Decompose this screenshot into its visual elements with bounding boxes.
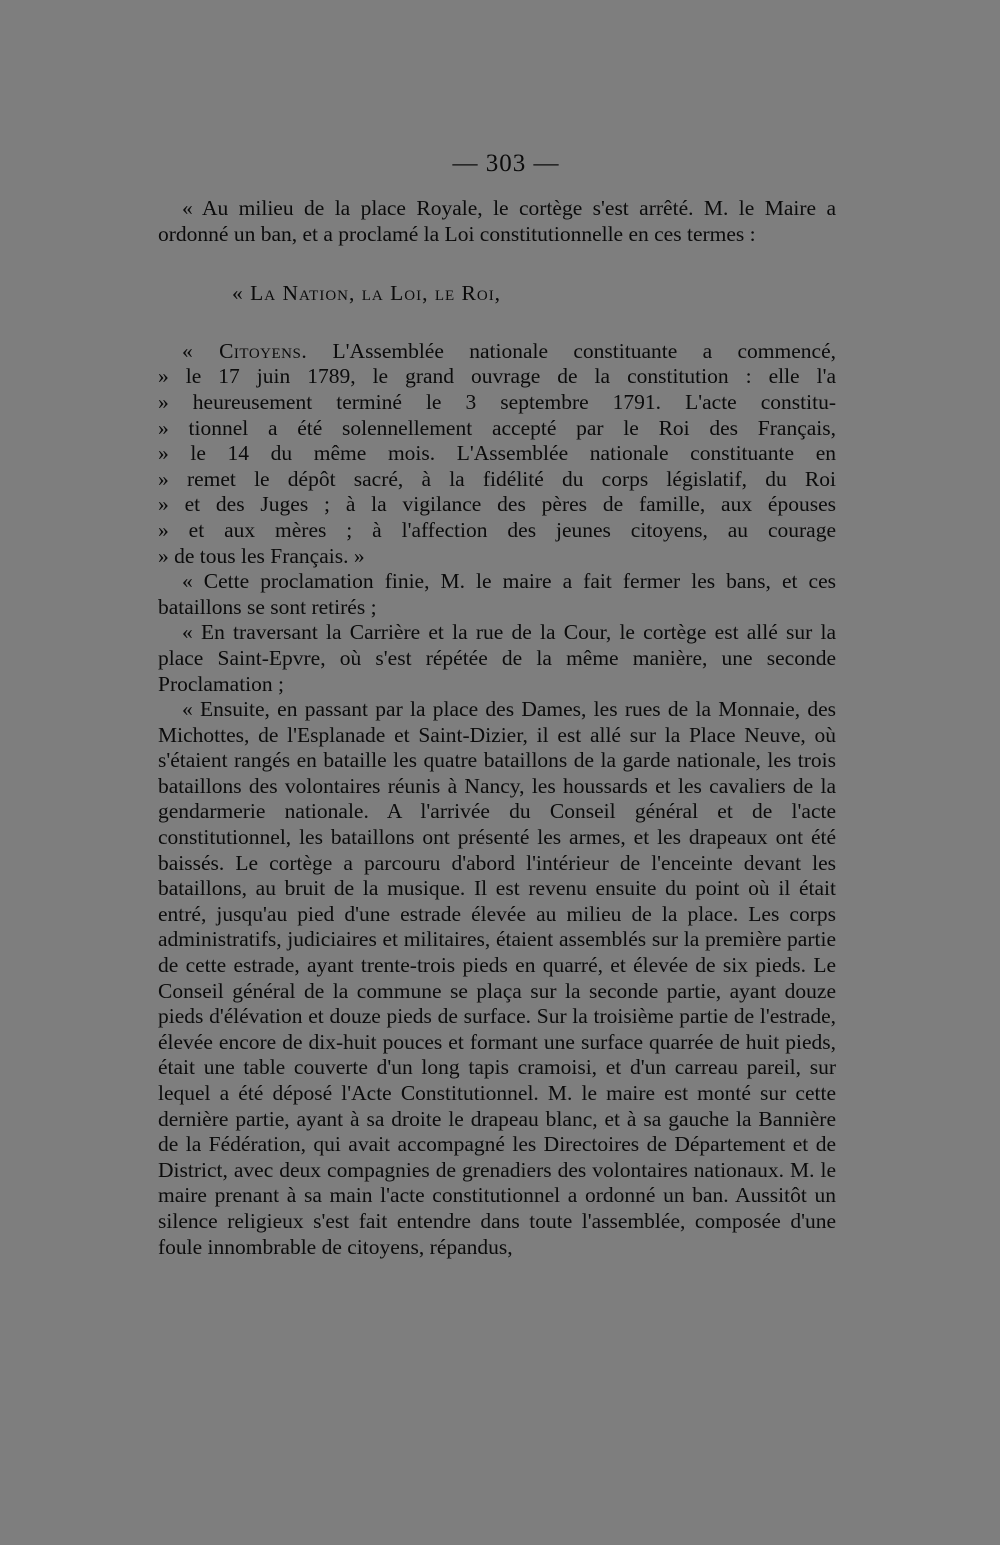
proclamation-line: » remet le dépôt sacré, à la fidélité du corps législatif, du Roi <box>158 466 836 491</box>
proclamation-text <box>158 339 836 569</box>
intro-paragraph: « Au milieu de la place Royale, le cortège s'est arrêté. M. le Maire a ordonné un ban, et a proclamé la Loi constitutionnelle en ces termes : <box>158 196 836 246</box>
proclamation-line: » de tous les Français. » <box>158 543 365 568</box>
proclamation-line: » et aux mères ; à l'affection des jeunes citoyens, au courage <box>158 517 836 542</box>
body-paragraph: « Ensuite, en passant par la place des Dames, les rues de la Monnaie, des Michottes, de l'Esplanade et Saint-Dizier, il est allé sur la Place Neuve, où s'étaient rangés en bataille les quatre bataillons de la garde nationale, les trois bataillons des volontaires réunis à Nancy, les houssards et les cavaliers de la gendarmerie nationale. A l'arrivée du Conseil général et de l'acte constitutionnel, les bataillons ont présenté les armes, et les drapeaux ont été baissés. Le cortège a parcouru d'abord l'intérieur de l'enceinte devant les bataillons, au bruit de la musique. Il est revenu ensuite du point où il était entré, jusqu'au pied d'une estrade élevée au milieu de la place. Les corps administratifs, judiciaires et militaires, étaient assemblés sur la première partie de cette estrade, ayant trente-trois pieds en quarré, et élevée de six pieds. Le Conseil général de la commune se plaça sur la seconde partie, ayant douze pieds d'élévation et douze pieds de surface. Sur la troisième partie de l'estrade, élevée encore de dix-huit pouces et formant une surface quarrée de huit pieds, était une table couverte d'un long tapis cramoisi, et d'un carreau pareil, sur lequel a été déposé l'Acte Constitutionnel. M. le maire est monté sur cette dernière partie, ayant à sa droite le drapeau blanc, et à sa gauche la Bannière de la Fédération, qui avait accompagné les Directoires de Département et de District, avec deux compagnies de grenadiers des volontaires nationaux. M. le maire prenant à sa main l'acte constitutionnel a ordonné un ban. Aussitôt un silence religieux s'est fait entendre dans toute l'assemblée, composée d'une foule innombrable de citoyens, répandus, <box>158 697 836 1259</box>
body-paragraph: « En traversant la Carrière et la rue de la Cour, le cortège est allé sur la place Saint-Epvre, où s'est répétée de la même manière, une seconde Proclamation ; <box>158 620 836 696</box>
body-paragraph: « Cette proclamation finie, M. le maire a fait fermer les bans, et ces bataillons se sont retirés ; <box>158 569 836 619</box>
proclamation-line: » et des Juges ; à la vigilance des pères de famille, aux épouses <box>158 492 836 517</box>
proclamation-line-text: L'Assemblée nationale constituante a commencé, <box>307 338 836 363</box>
proclamation-line <box>158 339 836 365</box>
proclamation-line: » le 14 du même mois. L'Assemblée nationale constituante en <box>158 441 836 466</box>
proclamation-opening-word: « Citoyens. <box>182 338 308 363</box>
proclamation-line: » le 17 juin 1789, le grand ouvrage de la constitution : elle l'a <box>158 364 836 389</box>
proclamation-heading: « La Nation, la Loi, le Roi, <box>232 281 502 306</box>
proclamation-line: » tionnel a été solennellement accepté par le Roi des Français, <box>158 415 836 440</box>
page-number: — 303 — <box>452 150 560 177</box>
document-page <box>158 150 836 1260</box>
proclamation-line: » heureusement terminé le 3 septembre 1791. L'acte constitu- <box>158 389 836 414</box>
